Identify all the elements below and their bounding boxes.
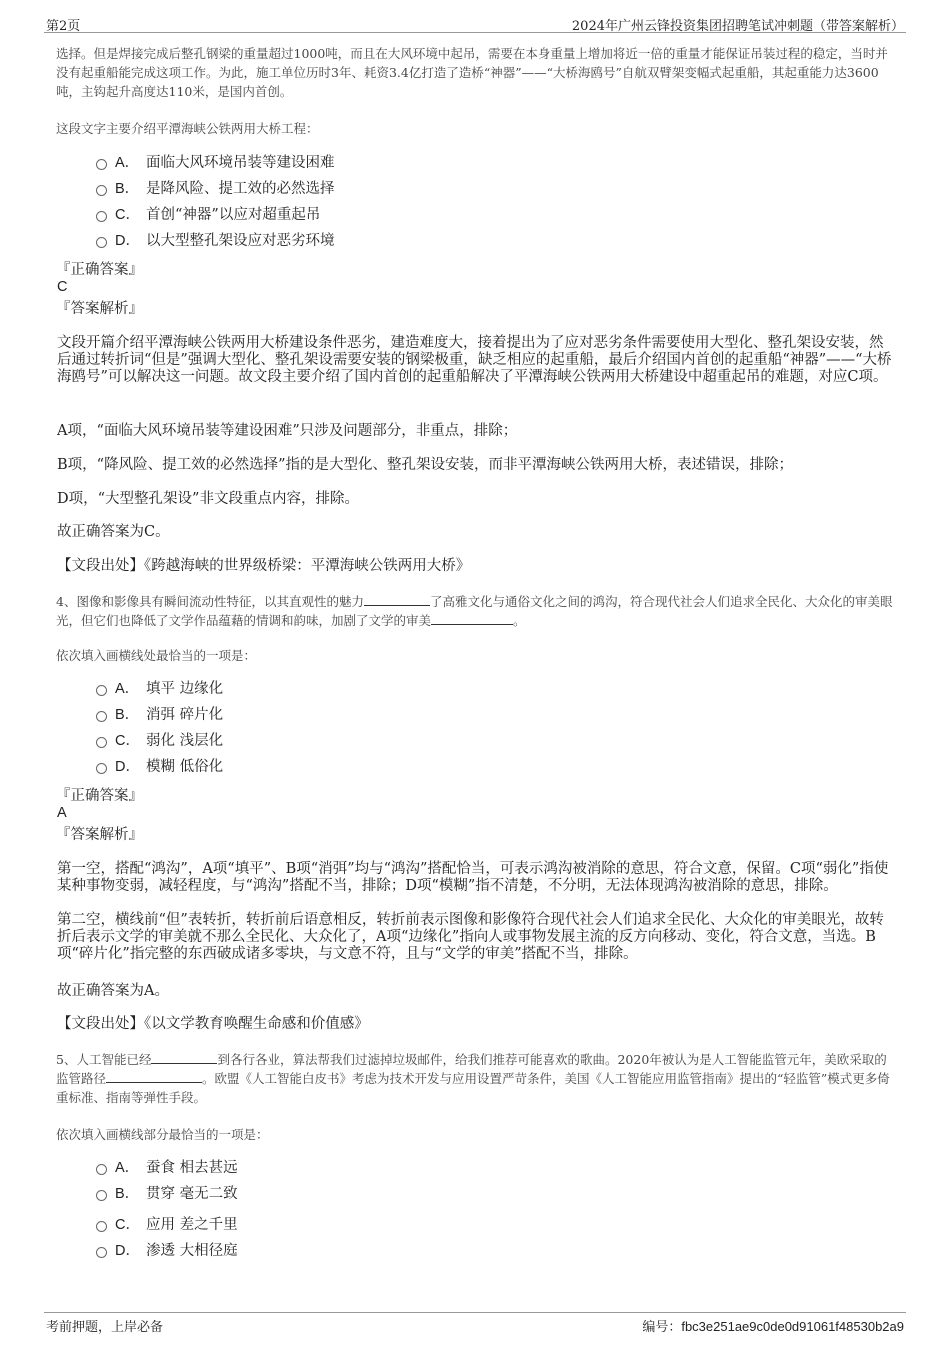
radio-icon[interactable] — [96, 211, 107, 222]
q4-analysis-2: 第二空，横线前“但”表转折，转折前后语意相反，转折前表示图像和影像符合现代社会人们追求全民化、大众化的审美眼光，故转折后表示文学的审美就不那么全民化、大众化了，A项“边缘化”指向人或事物发展主流的反方向移动、变化，符合文意，当选。B项“碎片化”指完整的东西破成诸多零块，与文意不符，且与“文学的审美”搭配不当，排除。 — [57, 912, 884, 962]
q3-answer: C — [57, 279, 68, 295]
q4-analysis-label: 『答案解析』 — [56, 827, 143, 843]
document-title: 2024年广州云锋投资集团招聘笔试冲刺题（带答案解析） — [571, 19, 904, 34]
radio-icon[interactable] — [96, 685, 107, 696]
q3-analysis-4: D项，“大型整孔架设”非文段重点内容，排除。 — [57, 491, 359, 507]
radio-icon[interactable] — [96, 711, 107, 722]
document-code: 编号：fbc3e251ae9c0de0d91061f48530b2a9 — [642, 1319, 904, 1335]
q3-analysis-1: 文段开篇介绍平潭海峡公铁两用大桥建设条件恶劣，建造难度大，接着提出为了应对恶劣条件需要使用大型化、整孔架设安装，然后通过转折词“但是”强调大型化、整孔架设需要安装的钢梁极重，缺乏相应的起重船，最后介绍国内首创的起重船“神器”——“大桥海鸥号”可以解决这一问题。故文段主要介绍了国内首创的起重船解决了平潭海峡公铁两用大桥建设中超重起吊的难题，对应C项。 — [57, 335, 892, 385]
q4-blank-2 — [431, 612, 513, 625]
q4-source: 【文段出处】《以文学教育唤醒生命感和价值感》 — [57, 1016, 369, 1032]
q3-analysis-2: A项，“面临大风环境吊装等建设困难”只涉及问题部分，非重点，排除； — [57, 423, 518, 439]
q4-stem: 4、图像和影像具有瞬间流动性特征，以其直观性的魅力 了高雅文化与通俗文化之间的鸿沟，符合现代社会人们追求全民化、大众化的审美眼光，但它们也降低了文学作品蕴藉的情调和韵味，加剧了文学的审美 。 — [56, 594, 893, 628]
radio-icon[interactable] — [96, 237, 107, 248]
q4-answer: A — [57, 805, 67, 821]
q4-answer-label: 『正确答案』 — [56, 788, 143, 804]
q4-analysis-1: 第一空，搭配“鸿沟”，A项“填平”、B项“消弭”均与“鸿沟”搭配恰当，可表示鸿沟被消除的意思，符合文意，保留。C项“弱化”指使某种事物变弱，减轻程度，与“鸿沟”搭配不当，排除；D项“模糊”指不清楚，不分明，无法体现鸿沟被消除的意思，排除。 — [57, 861, 889, 894]
q3-analysis-label: 『答案解析』 — [56, 301, 143, 317]
q4-prompt: 依次填入画横线处最恰当的一项是： — [56, 648, 257, 663]
page-header — [44, 14, 906, 33]
q3-source: 【文段出处】《跨越海峡的世界级桥梁：平潭海峡公铁两用大桥》 — [57, 558, 471, 574]
radio-icon[interactable] — [96, 1190, 107, 1201]
q3-passage: 选择。但是焊接完成后整孔钢梁的重量超过1000吨，而且在大风环境中起吊，需要在本身重量上增加将近一倍的重量才能保证吊装过程的稳定，当时并没有起重船能完成这项工作。为此，施工单位历时3年、耗资3.4亿打造了造桥“神器”——“大桥海鸥号”自航双臂架变幅式起重船，其起重能力达3600吨，主钩起升高度达110米，是国内首创。 — [56, 46, 888, 99]
page-footer — [44, 1312, 906, 1333]
q5-blank-1 — [151, 1051, 217, 1064]
q3-analysis-3: B项，“降风险、提工效的必然选择”指的是大型化、整孔架设安装，而非平潭海峡公铁两用大桥，表述错误，排除； — [57, 457, 793, 473]
q4-analysis-3: 故正确答案为A。 — [57, 983, 169, 999]
radio-icon[interactable] — [96, 1247, 107, 1258]
q4-blank-1 — [364, 593, 430, 606]
q5-prompt: 依次填入画横线部分最恰当的一项是： — [56, 1127, 269, 1142]
q5-stem: 5、人工智能已经 到各行各业，算法帮我们过滤掉垃圾邮件，给我们推荐可能喜欢的歌曲。2020年被认为是人工智能监管元年，美欧采取的监管路径 。欧盟《人工智能白皮书》考虑为技术开发与应用设置严苛条件，美国《人工智能应用监管指南》提出的“轻监管”模式更多倚重标准、指南等弹性手段。 — [56, 1052, 890, 1105]
q3-prompt: 这段文字主要介绍平潭海峡公铁两用大桥工程： — [56, 121, 319, 136]
radio-icon[interactable] — [96, 763, 107, 774]
q3-analysis-5: 故正确答案为C。 — [57, 524, 170, 540]
q3-answer-label: 『正确答案』 — [56, 262, 143, 278]
radio-icon[interactable] — [96, 159, 107, 170]
radio-icon[interactable] — [96, 737, 107, 748]
q5-blank-2 — [106, 1070, 202, 1083]
radio-icon[interactable] — [96, 1221, 107, 1232]
radio-icon[interactable] — [96, 1164, 107, 1175]
radio-icon[interactable] — [96, 185, 107, 196]
page-number: 第2页 — [46, 19, 81, 34]
footer-slogan: 考前押题，上岸必备 — [46, 1320, 164, 1335]
